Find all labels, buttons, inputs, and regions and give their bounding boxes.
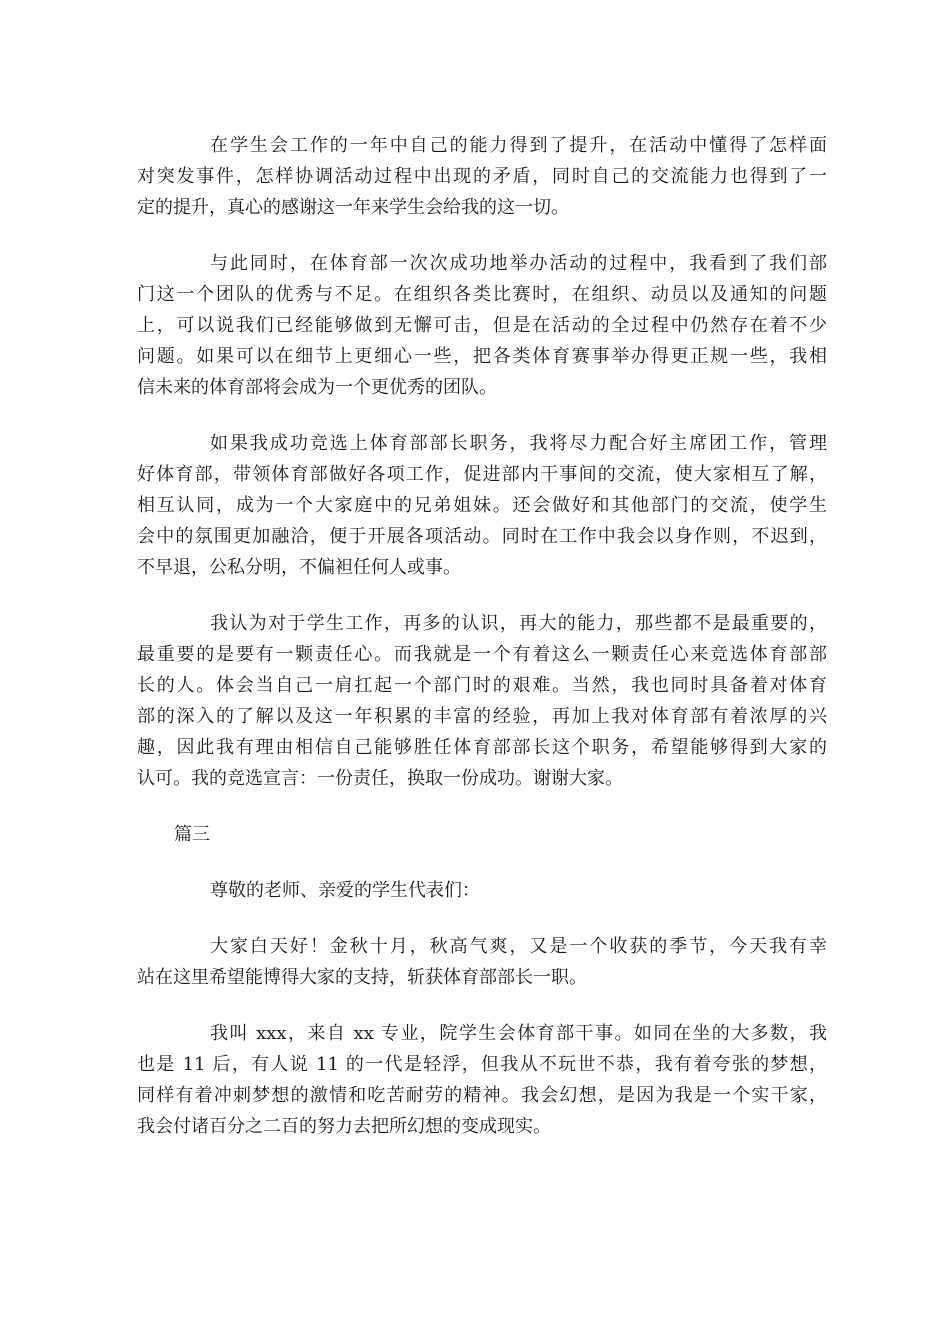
- text-line: 对突发事件，怎样协调活动过程中出现的矛盾，同时自己的交流能力也得到了一: [137, 166, 827, 187]
- text-line: 最重要的是要有一颗责任心。而我就是一个有着这么一颗责任心来竞选体育部部: [137, 644, 827, 665]
- text-line: 趣，因此我有理由相信自己能够胜任体育部部长这个职务，希望能够得到大家的: [137, 737, 827, 758]
- text-line: 与此同时，在体育部一次次成功地举办活动的过程中，我看到了我们部: [210, 253, 827, 274]
- text-line: 在学生会工作的一年中自己的能力得到了提升，在活动中懂得了怎样面: [210, 135, 827, 156]
- text-line: 会中的氛围更加融洽，便于开展各项活动。同时在工作中我会以身作则，不迟到，: [137, 526, 827, 547]
- text-line: 定的提升，真心的感谢这一年来学生会给我的这一切。: [137, 197, 569, 218]
- paragraph: [137, 931, 827, 993]
- text-line: 不早退，公私分明，不偏袒任何人或事。: [137, 557, 461, 578]
- text-line: 站在这里希望能博得大家的支持，斩获体育部部长一职。: [137, 967, 587, 988]
- paragraph: [137, 875, 827, 906]
- text-line: 门这一个团队的优秀与不足。在组织各类比赛时，在组织、动员以及通知的问题: [137, 284, 827, 305]
- paragraph: [137, 608, 827, 794]
- text-line: 部的深入的了解以及这一年积累的丰富的经验，再加上我对体育部有着浓厚的兴: [137, 706, 827, 727]
- text-line: 同样有着冲刺梦想的激情和吃苦耐劳的精神。我会幻想，是因为我是一个实干家，: [137, 1085, 827, 1106]
- text-line: 相互认同，成为一个大家庭中的兄弟姐妹。还会做好和其他部门的交流，使学生: [137, 495, 827, 516]
- text-line: 认可。我的竞选宣言：一份责任，换取一份成功。谢谢大家。: [137, 768, 623, 789]
- paragraph: [137, 428, 827, 583]
- text-line: 如果我成功竞选上体育部部长职务，我将尽力配合好主席团工作，管理: [210, 433, 827, 454]
- text-line: 大家白天好！金秋十月，秋高气爽，又是一个收获的季节，今天我有幸: [210, 936, 827, 957]
- text-line: 我认为对于学生工作，再多的认识，再大的能力，那些都不是最重要的，: [210, 613, 827, 634]
- text-line: 长的人。体会当自己一肩扛起一个部门时的艰难。当然，我也同时具备着对体育: [137, 675, 827, 696]
- paragraph: [137, 248, 827, 403]
- paragraph: [137, 1018, 827, 1142]
- text-line: 好体育部，带领体育部做好各项工作，促进部内干事间的交流，使大家相互了解，: [137, 464, 827, 485]
- text-line: 也是 11 后，有人说 11 的一代是轻浮，但我从不玩世不恭，我有着夸张的梦想，: [137, 1054, 827, 1075]
- text-line: 我会付诸百分之二百的努力去把所幻想的变成现实。: [137, 1116, 551, 1137]
- document-body: [137, 130, 827, 1167]
- text-line: 上，可以说我们已经能够做到无懈可击，但是在活动的全过程中仍然存在着不少: [137, 315, 827, 336]
- paragraph: [137, 130, 827, 223]
- salutation-line: 尊敬的老师、亲爱的学生代表们：: [210, 880, 480, 901]
- text-line: 问题。如果可以在细节上更细心一些，把各类体育赛事举办得更正规一些，我相: [137, 346, 827, 367]
- text-line: 我叫 xxx，来自 xx 专业，院学生会体育部干事。如同在坐的大多数，我: [210, 1023, 827, 1044]
- text-line: 信未来的体育部将会成为一个更优秀的团队。: [137, 377, 497, 398]
- section-heading: 篇三: [174, 824, 210, 845]
